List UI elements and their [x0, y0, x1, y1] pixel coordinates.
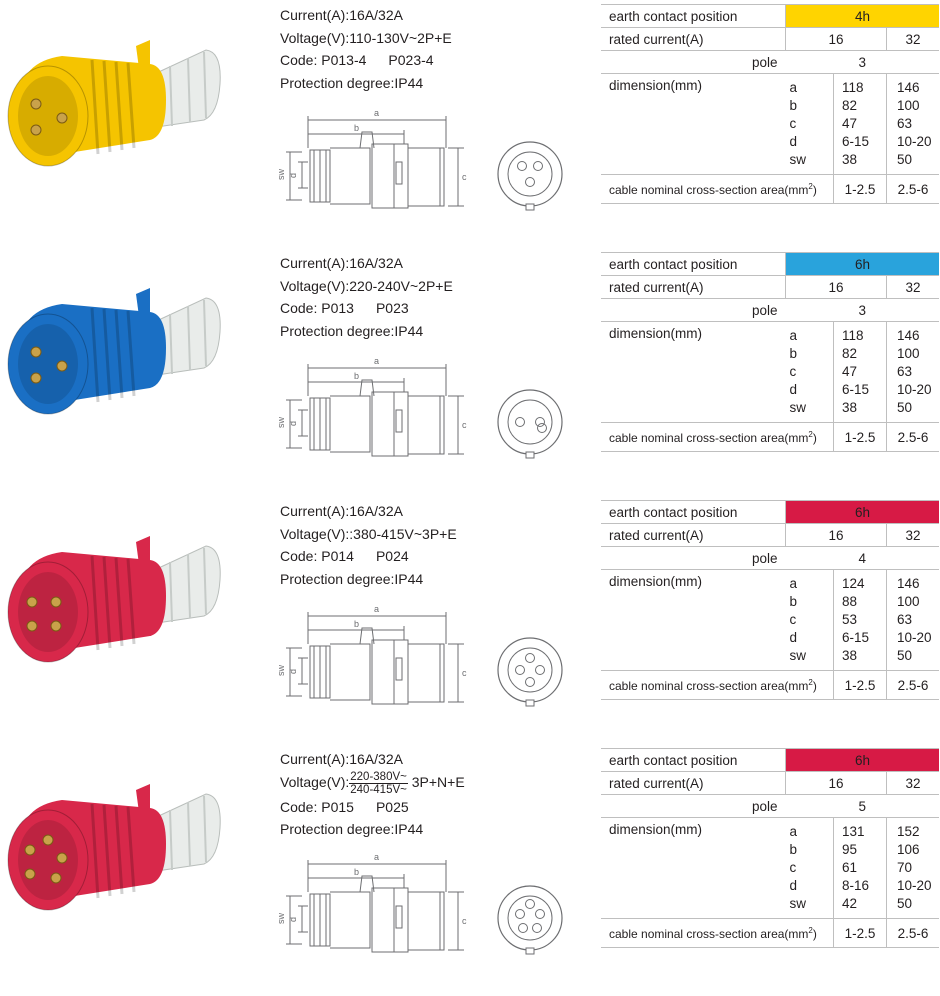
dimension-value-16: 8-16	[842, 878, 870, 893]
dimension-value-16: 47	[842, 116, 858, 131]
dimension-letters	[786, 818, 834, 919]
plug-pin	[51, 873, 61, 883]
rated-current-label: rated current(A)	[601, 28, 786, 51]
dimension-letter: a	[789, 80, 798, 95]
face-pin	[536, 418, 545, 427]
dimension-value-32: 152	[897, 824, 920, 839]
dimension-value-32: 106	[897, 842, 920, 857]
current-rating: Current(A):16A/32A	[280, 751, 403, 767]
plug-photo	[0, 252, 240, 452]
dimension-values-16	[834, 74, 887, 175]
dimension-value-32: 146	[897, 328, 920, 343]
dimension-letter: b	[789, 842, 798, 857]
dimension-value-16: 118	[842, 80, 864, 95]
cable-label: cable nominal cross-section $area(mm^2)$	[601, 175, 834, 204]
pole-label: pole	[601, 299, 786, 322]
protection-degree: Protection degree:IP44	[280, 821, 424, 837]
dimension-value-16: 82	[842, 98, 858, 113]
cable-16: 1-2.5	[834, 175, 887, 204]
dimension-value-16: 82	[842, 346, 858, 361]
pole-label: pole	[601, 547, 786, 570]
protection-degree: Protection degree:IP44	[280, 322, 424, 339]
cable-32: 2.5-6	[887, 919, 940, 948]
dim-label-c: c	[462, 668, 467, 678]
earth-contact-label: earth contact position	[601, 5, 786, 28]
dimension-letter: sw	[789, 648, 806, 663]
dimension-letter: a	[789, 576, 798, 591]
dimension-letters	[786, 322, 834, 423]
plug-photo	[0, 748, 240, 948]
dimension-drawing	[276, 848, 586, 958]
plug-pin	[25, 869, 35, 879]
plug-pin	[27, 597, 37, 607]
face-pin	[526, 678, 535, 687]
product-row	[0, 500, 940, 748]
plug-pin	[31, 373, 41, 383]
pole-value: 3	[786, 299, 940, 322]
face-pin	[516, 666, 525, 675]
plug-pin	[57, 361, 67, 371]
face-pin	[516, 418, 525, 427]
spec-table	[601, 500, 939, 700]
dimension-value-32: 146	[897, 80, 920, 95]
dimension-value-32: 100	[897, 98, 920, 113]
dim-label-c: c	[462, 420, 467, 430]
cable-16: 1-2.5	[834, 919, 887, 948]
dimension-value-16: 124	[842, 576, 865, 591]
rated-32: 32	[887, 524, 940, 547]
dimension-letter: d	[789, 134, 798, 149]
dim-label-d: d	[288, 172, 298, 178]
plug-pin	[31, 99, 41, 109]
earth-contact-label: earth contact position	[601, 501, 786, 524]
plug-face-diagram	[498, 638, 562, 706]
pole-value: 4	[786, 547, 940, 570]
dim-label-sw: sw	[276, 665, 286, 676]
dim-label-sw: sw	[276, 169, 286, 180]
dimension-value-16: 47	[842, 364, 858, 379]
cable-32: 2.5-6	[887, 671, 940, 700]
rated-current-label: rated current(A)	[601, 772, 786, 795]
dimension-values-16	[834, 570, 887, 671]
rated-16: 16	[786, 276, 887, 299]
face-pin	[516, 910, 525, 919]
dimension-value-16: 61	[842, 860, 858, 875]
product-code: Code: P015 P025	[280, 798, 409, 815]
dim-label-c: c	[462, 916, 467, 926]
plug-pin	[57, 113, 67, 123]
plug-photo	[0, 500, 240, 700]
dim-label-d: d	[288, 916, 298, 922]
dimension-values-32	[887, 322, 940, 423]
product-code: Code: P013 P023	[280, 300, 409, 316]
plug-face-diagram	[498, 390, 562, 458]
product-code: Code: P014 P024	[280, 548, 409, 564]
rated-current-label: rated current(A)	[601, 524, 786, 547]
plug-pin	[31, 125, 41, 135]
dimension-value-16: 6-15	[842, 630, 870, 645]
rated-current-label: rated current(A)	[601, 276, 786, 299]
current-rating: Current(A):16A/32A	[280, 255, 403, 271]
earth-position-badge: 6h	[786, 501, 940, 524]
dimension-letter: d	[789, 878, 798, 893]
rated-32: 32	[887, 28, 940, 51]
dimension-value-16: 118	[842, 328, 864, 343]
earth-contact-label: earth contact position	[601, 253, 786, 276]
voltage-rating: Voltage(V):110-130V~2P+E	[280, 29, 452, 46]
face-pin	[538, 424, 547, 433]
spec-text	[280, 252, 453, 342]
dimension-value-16: 6-15	[842, 134, 870, 149]
face-pin	[536, 910, 545, 919]
dimension-value-16: 95	[842, 842, 858, 857]
dimension-letter: b	[789, 98, 798, 113]
dim-label-b: b	[354, 371, 360, 381]
dim-label-b: b	[354, 619, 360, 629]
plug-photo	[0, 4, 240, 204]
dim-label-c: c	[462, 172, 467, 182]
dimension-value-32: 100	[897, 346, 920, 361]
dimension-letter: b	[789, 346, 798, 361]
plug-pin	[51, 597, 61, 607]
dimension-value-16: 38	[842, 400, 858, 415]
dim-label-d: d	[288, 420, 298, 426]
product-code: Code: P013-4 P023-4	[280, 52, 434, 68]
dimension-letter: c	[789, 612, 797, 627]
spec-table	[601, 252, 939, 452]
spec-text	[280, 748, 465, 841]
pole-label: pole	[601, 795, 786, 818]
dimension-value-32: 50	[897, 152, 913, 167]
pole-label: pole	[601, 51, 786, 74]
dimension-value-32: 10-20	[897, 382, 932, 397]
dimension-value-32: 100	[897, 594, 920, 609]
dimension-letter: d	[789, 382, 798, 397]
plug-pin	[27, 621, 37, 631]
rated-16: 16	[786, 772, 887, 795]
rated-32: 32	[887, 276, 940, 299]
cable-label: cable nominal cross-section $area(mm^2)$	[601, 423, 834, 452]
voltage-rating: Voltage(V): $\frac{220-380V\sim}{240-415V\sim}$ 3P+N+E	[280, 770, 465, 796]
face-pin	[536, 666, 545, 675]
product-row	[0, 4, 940, 252]
cable-32: 2.5-6	[887, 175, 940, 204]
current-rating: Current(A):16A/32A	[280, 503, 403, 519]
rated-32: 32	[887, 772, 940, 795]
dimension-label: dimension(mm)	[601, 322, 786, 423]
dimension-drawing	[276, 104, 586, 214]
product-row	[0, 252, 940, 500]
dimension-letter: sw	[789, 152, 806, 167]
spec-text	[280, 4, 452, 94]
dimension-value-32: 70	[897, 860, 913, 875]
spec-table	[601, 748, 939, 948]
dimension-letter: c	[789, 860, 797, 875]
cable-label: cable nominal cross-section $area(mm^2)$	[601, 671, 834, 700]
dimension-letter: c	[789, 364, 797, 379]
plug-face-diagram	[498, 886, 562, 954]
plug-pin	[57, 853, 67, 863]
earth-position-badge: 6h	[786, 253, 940, 276]
product-row	[0, 748, 940, 996]
dimension-value-16: 6-15	[842, 382, 870, 397]
dimension-value-16: 53	[842, 612, 858, 627]
voltage-rating: Voltage(V):220-240V~2P+E	[280, 277, 453, 294]
earth-position-badge: 6h	[786, 749, 940, 772]
dimension-values-32	[887, 818, 940, 919]
plug-pin	[43, 835, 53, 845]
dimension-values-16	[834, 322, 887, 423]
dimension-value-32: 63	[897, 116, 913, 131]
dimension-letters	[786, 74, 834, 175]
dim-label-a: a	[374, 356, 380, 366]
dimension-label: dimension(mm)	[601, 74, 786, 175]
pole-value: 5	[786, 795, 940, 818]
face-pin	[519, 924, 528, 933]
dimension-values-32	[887, 74, 940, 175]
spec-text	[280, 500, 457, 590]
dimension-drawing	[276, 352, 586, 462]
spec-table	[601, 4, 939, 204]
dimension-value-16: 38	[842, 152, 858, 167]
dim-label-b: b	[354, 123, 360, 133]
cable-16: 1-2.5	[834, 423, 887, 452]
current-rating: Current(A):16A/32A	[280, 7, 403, 23]
dim-label-a: a	[374, 852, 380, 862]
face-pin	[526, 654, 535, 663]
dimension-letter: a	[789, 328, 798, 343]
voltage-rating: Voltage(V)::380-415V~3P+E	[280, 525, 457, 542]
dim-label-d: d	[288, 668, 298, 674]
plug-pin	[31, 347, 41, 357]
rated-16: 16	[786, 28, 887, 51]
plug-face-diagram	[498, 142, 562, 210]
dim-label-b: b	[354, 867, 360, 877]
dimension-value-32: 10-20	[897, 630, 932, 645]
dimension-values-16	[834, 818, 887, 919]
dimension-value-16: 88	[842, 594, 858, 609]
plug-pin	[25, 845, 35, 855]
dimension-letter: b	[789, 594, 798, 609]
dimension-drawing	[276, 600, 586, 710]
dimension-value-32: 10-20	[897, 134, 932, 149]
dim-label-sw: sw	[276, 913, 286, 924]
cable-32: 2.5-6	[887, 423, 940, 452]
plug-pin	[51, 621, 61, 631]
cable-16: 1-2.5	[834, 671, 887, 700]
dimension-value-32: 63	[897, 364, 913, 379]
dimension-value-32: 146	[897, 576, 920, 591]
dimension-value-16: 38	[842, 648, 858, 663]
face-pin	[518, 162, 527, 171]
dimension-label: dimension(mm)	[601, 570, 786, 671]
earth-contact-label: earth contact position	[601, 749, 786, 772]
rated-16: 16	[786, 524, 887, 547]
dimension-label: dimension(mm)	[601, 818, 786, 919]
dimension-letter: c	[789, 116, 797, 131]
dimension-letter: sw	[789, 896, 806, 911]
dim-label-a: a	[374, 108, 380, 118]
dimension-letters	[786, 570, 834, 671]
face-pin	[526, 900, 535, 909]
dim-label-a: a	[374, 604, 380, 614]
dimension-value-32: 50	[897, 896, 913, 911]
face-pin	[526, 178, 535, 187]
dimension-value-32: 50	[897, 400, 913, 415]
dimension-value-16: 42	[842, 896, 858, 911]
dimension-value-32: 50	[897, 648, 913, 663]
cable-label: cable nominal cross-section $area(mm^2)$	[601, 919, 834, 948]
dimension-letter: a	[789, 824, 798, 839]
dimension-value-32: 10-20	[897, 878, 932, 893]
pole-value: 3	[786, 51, 940, 74]
dim-label-sw: sw	[276, 417, 286, 428]
protection-degree: Protection degree:IP44	[280, 74, 424, 91]
dimension-value-16: 131	[842, 824, 865, 839]
face-pin	[533, 924, 542, 933]
dimension-letter: sw	[789, 400, 806, 415]
dimension-value-32: 63	[897, 612, 913, 627]
dimension-letter: d	[789, 630, 798, 645]
earth-position-badge: 4h	[786, 5, 940, 28]
dimension-values-32	[887, 570, 940, 671]
protection-degree: Protection degree:IP44	[280, 570, 424, 587]
face-pin	[534, 162, 543, 171]
